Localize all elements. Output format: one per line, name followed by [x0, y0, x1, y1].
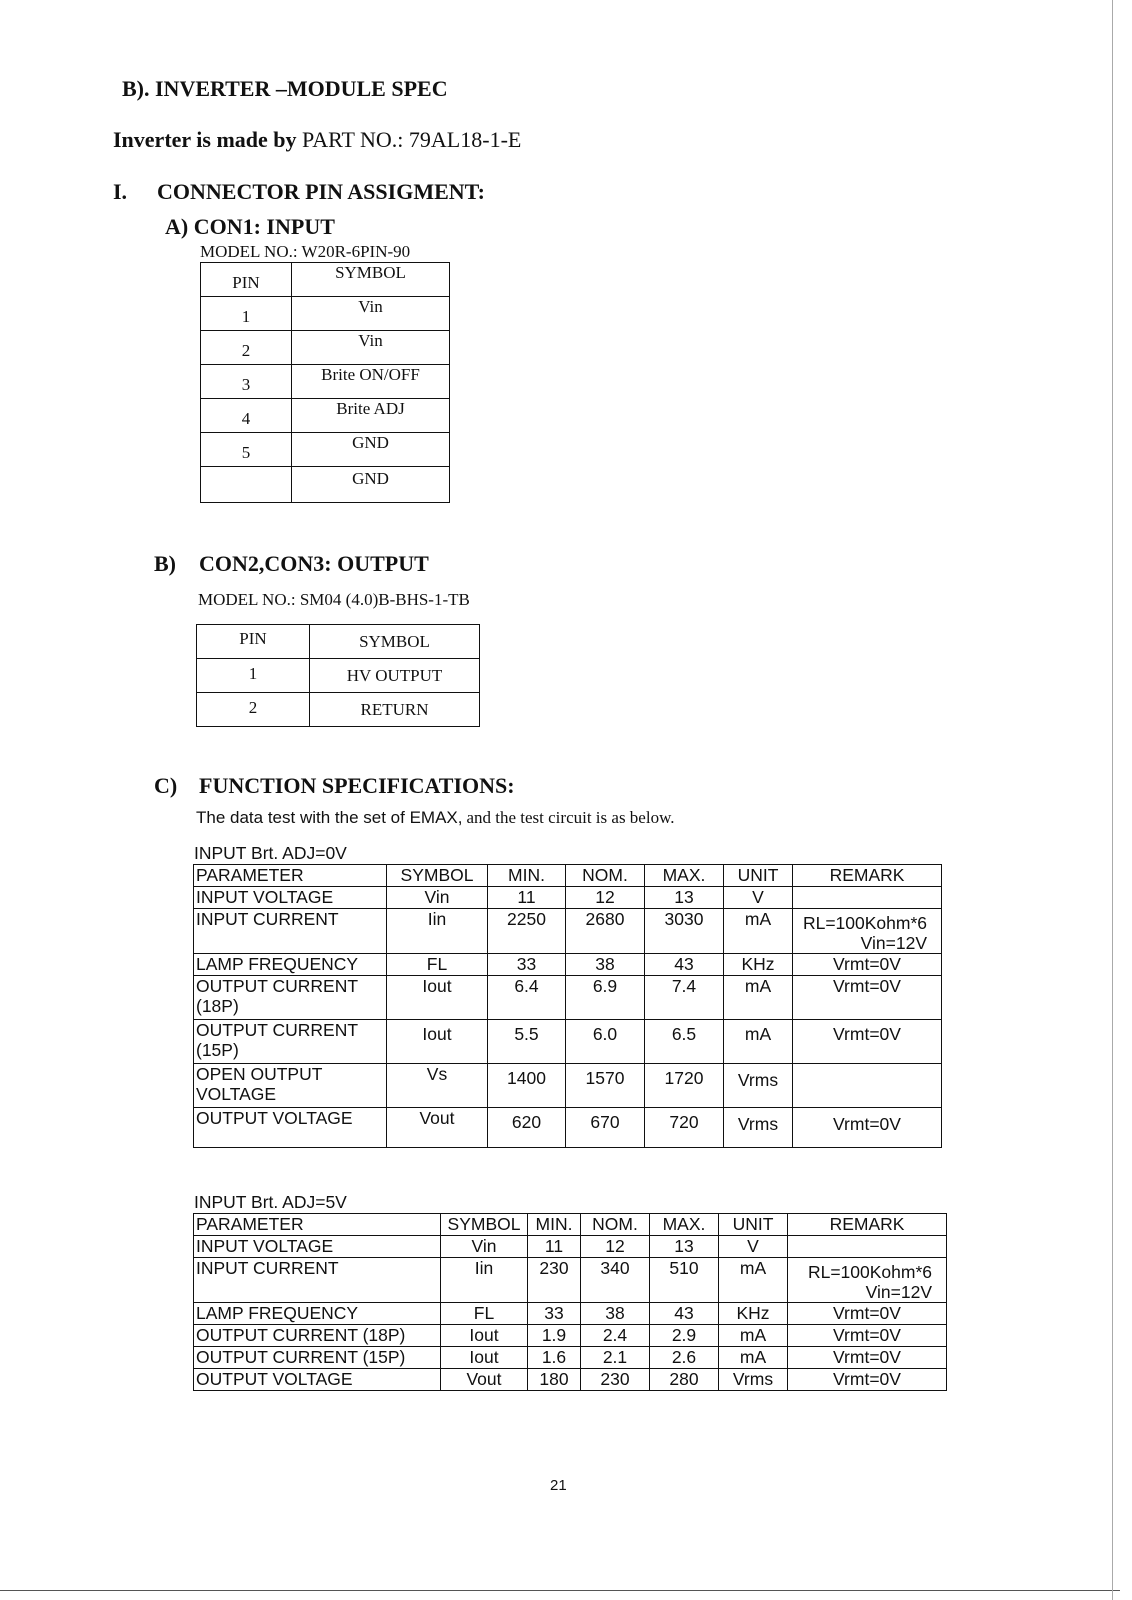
nom-cell: 12 [581, 1236, 650, 1258]
section-title: CONNECTOR PIN ASSIGMENT: [157, 179, 486, 204]
table-row [194, 909, 942, 954]
remark-cell: Vrmt=0V [788, 1369, 947, 1391]
pin-cell [201, 467, 292, 503]
symbol-cell: Brite ON/OFF [292, 365, 450, 399]
nom-cell: 2.1 [581, 1347, 650, 1369]
table-row [194, 1108, 942, 1148]
symbol-cell: Brite ADJ [292, 399, 450, 433]
parameter-cell: OUTPUT CURRENT (15P) [194, 1020, 387, 1064]
table-header-cell: PIN [201, 263, 292, 297]
table-row [194, 1303, 947, 1325]
pin-cell: 1 [201, 297, 292, 331]
remark-cell: Vrmt=0V [793, 1020, 942, 1064]
unit-cell: mA [719, 1347, 788, 1369]
symbol-cell: Iin [441, 1258, 528, 1303]
parameter-cell: OUTPUT CURRENT (18P) [194, 1325, 441, 1347]
remark-cell: Vrmt=0V [788, 1303, 947, 1325]
symbol-cell: Iout [441, 1325, 528, 1347]
parameter-cell: OUTPUT CURRENT (18P) [194, 976, 387, 1020]
table-header-cell: SYMBOL [292, 263, 450, 297]
max-cell: 13 [645, 887, 724, 909]
max-cell: 13 [650, 1236, 719, 1258]
remark-cell: RL=100Kohm*6 Vin=12V [793, 909, 942, 954]
max-cell: 2.6 [650, 1347, 719, 1369]
nom-cell: 340 [581, 1258, 650, 1303]
max-cell: 720 [645, 1108, 724, 1148]
pin-cell: 2 [201, 331, 292, 365]
page-number: 21 [550, 1477, 567, 1494]
max-cell: 6.5 [645, 1020, 724, 1064]
header-remark: REMARK [793, 865, 942, 887]
table-row [194, 976, 942, 1020]
pin-cell: 1 [197, 659, 310, 693]
pin-cell: 4 [201, 399, 292, 433]
table-row [201, 331, 450, 365]
remark-cell: Vrmt=0V [788, 1347, 947, 1369]
symbol-cell: RETURN [310, 693, 480, 727]
max-cell: 1720 [645, 1064, 724, 1108]
symbol-cell: Vin [387, 887, 488, 909]
nom-cell: 1570 [566, 1064, 645, 1108]
symbol-cell: Vout [441, 1369, 528, 1391]
header-min: MIN. [488, 865, 566, 887]
header-max: MAX. [645, 865, 724, 887]
header-unit: UNIT [724, 865, 793, 887]
symbol-cell: GND [292, 467, 450, 503]
unit-cell: KHz [724, 954, 793, 976]
symbol-cell: Vout [387, 1108, 488, 1148]
nom-cell: 6.9 [566, 976, 645, 1020]
func-title: FUNCTION SPECIFICATIONS: [199, 773, 515, 798]
header-unit: UNIT [719, 1214, 788, 1236]
table1-caption: INPUT Brt. ADJ=0V [194, 843, 347, 863]
manufacturer-line [113, 127, 521, 153]
unit-cell: Vrms [724, 1108, 793, 1148]
min-cell: 1.6 [528, 1347, 581, 1369]
header-symbol: SYMBOL [387, 865, 488, 887]
table-row [201, 399, 450, 433]
parameter-cell: OUTPUT CURRENT (15P) [194, 1347, 441, 1369]
parameter-cell: OUTPUT VOLTAGE [194, 1108, 387, 1148]
table-row [197, 693, 480, 727]
table-row [201, 467, 450, 503]
remark-cell: Vrmt=0V [793, 976, 942, 1020]
parameter-cell: INPUT CURRENT [194, 909, 387, 954]
con2-letter: B) [154, 551, 176, 576]
unit-cell: mA [724, 909, 793, 954]
min-cell: 1400 [488, 1064, 566, 1108]
table-header-row [197, 625, 480, 659]
header-nom: NOM. [566, 865, 645, 887]
min-cell: 180 [528, 1369, 581, 1391]
unit-cell: mA [724, 1020, 793, 1064]
page-edge-line [0, 1590, 1120, 1591]
header-symbol: SYMBOL [441, 1214, 528, 1236]
pin-cell: 5 [201, 433, 292, 467]
func-letter: C) [154, 773, 178, 798]
max-cell: 280 [650, 1369, 719, 1391]
parameter-cell: INPUT VOLTAGE [194, 887, 387, 909]
nom-cell: 2.4 [581, 1325, 650, 1347]
max-cell: 43 [645, 954, 724, 976]
min-cell: 230 [528, 1258, 581, 1303]
symbol-cell: Vs [387, 1064, 488, 1108]
unit-cell: mA [719, 1325, 788, 1347]
con1-model: MODEL NO.: W20R-6PIN-90 [200, 242, 411, 261]
table-row [201, 297, 450, 331]
spec-table-adj-0v [193, 864, 942, 1148]
symbol-cell: Iout [387, 1020, 488, 1064]
unit-cell: mA [724, 976, 793, 1020]
header-parameter: PARAMETER [194, 1214, 441, 1236]
unit-cell: mA [719, 1258, 788, 1303]
table2-caption: INPUT Brt. ADJ=5V [194, 1192, 347, 1212]
min-cell: 11 [488, 887, 566, 909]
parameter-cell: LAMP FREQUENCY [194, 1303, 441, 1325]
min-cell: 33 [528, 1303, 581, 1325]
symbol-cell: GND [292, 433, 450, 467]
con1-table [200, 262, 450, 503]
min-cell: 11 [528, 1236, 581, 1258]
header-min: MIN. [528, 1214, 581, 1236]
remark-cell: Vrmt=0V [793, 954, 942, 976]
max-cell: 43 [650, 1303, 719, 1325]
unit-cell: KHz [719, 1303, 788, 1325]
header-remark: REMARK [788, 1214, 947, 1236]
nom-cell: 2680 [566, 909, 645, 954]
nom-cell: 38 [581, 1303, 650, 1325]
parameter-cell: OUTPUT VOLTAGE [194, 1369, 441, 1391]
nom-cell: 38 [566, 954, 645, 976]
pin-cell: 3 [201, 365, 292, 399]
table-row [201, 365, 450, 399]
parameter-cell: INPUT VOLTAGE [194, 1236, 441, 1258]
table-row [201, 433, 450, 467]
table-row [194, 1020, 942, 1064]
con2-model: MODEL NO.: SM04 (4.0)B-BHS-1-TB [198, 590, 470, 609]
pin-cell: 2 [197, 693, 310, 727]
symbol-cell: Vin [441, 1236, 528, 1258]
nom-cell: 230 [581, 1369, 650, 1391]
remark-cell [793, 1064, 942, 1108]
remark-cell: Vrmt=0V [788, 1325, 947, 1347]
section-number: I. [113, 179, 128, 204]
table-row [194, 1064, 942, 1108]
table-header-row [194, 1214, 947, 1236]
min-cell: 1.9 [528, 1325, 581, 1347]
table-row [194, 1236, 947, 1258]
con2-title: CON2,CON3: OUTPUT [199, 551, 429, 576]
symbol-cell: FL [441, 1303, 528, 1325]
symbol-cell: Iin [387, 909, 488, 954]
spec-table-adj-5v [193, 1213, 947, 1391]
unit-cell: V [724, 887, 793, 909]
remark-cell: RL=100Kohm*6 Vin=12V [788, 1258, 947, 1303]
table-row [194, 1347, 947, 1369]
remark-cell: Vrmt=0V [793, 1108, 942, 1148]
nom-cell: 6.0 [566, 1020, 645, 1064]
max-cell: 7.4 [645, 976, 724, 1020]
symbol-cell: Iout [387, 976, 488, 1020]
table-row [197, 659, 480, 693]
made-by-label: Inverter is made by [113, 127, 297, 152]
page-edge-line [1112, 0, 1113, 1600]
symbol-cell: HV OUTPUT [310, 659, 480, 693]
page-heading: B). INVERTER –MODULE SPEC [122, 76, 448, 101]
remark-cell [793, 887, 942, 909]
max-cell: 2.9 [650, 1325, 719, 1347]
min-cell: 2250 [488, 909, 566, 954]
unit-cell: V [719, 1236, 788, 1258]
table-header-row [201, 263, 450, 297]
parameter-cell: INPUT CURRENT [194, 1258, 441, 1303]
symbol-cell: Vin [292, 331, 450, 365]
con1-title: A) CON1: INPUT [165, 214, 335, 239]
min-cell: 6.4 [488, 976, 566, 1020]
unit-cell: Vrms [724, 1064, 793, 1108]
min-cell: 5.5 [488, 1020, 566, 1064]
parameter-cell: LAMP FREQUENCY [194, 954, 387, 976]
func-desc-part-a: The data test with the set of EMAX, [196, 808, 463, 827]
part-number: PART NO.: 79AL18-1-E [302, 127, 522, 152]
nom-cell: 670 [566, 1108, 645, 1148]
table-header-cell: PIN [197, 625, 310, 659]
func-desc-part-b: and the test circuit is as below. [466, 808, 675, 827]
parameter-cell: OPEN OUTPUT VOLTAGE [194, 1064, 387, 1108]
unit-cell: Vrms [719, 1369, 788, 1391]
con2-table [196, 624, 480, 727]
header-parameter: PARAMETER [194, 865, 387, 887]
table-header-cell: SYMBOL [310, 625, 480, 659]
table-header-row [194, 865, 942, 887]
table-row [194, 887, 942, 909]
table-row [194, 1325, 947, 1347]
header-max: MAX. [650, 1214, 719, 1236]
max-cell: 510 [650, 1258, 719, 1303]
max-cell: 3030 [645, 909, 724, 954]
func-description [196, 808, 675, 828]
nom-cell: 12 [566, 887, 645, 909]
symbol-cell: FL [387, 954, 488, 976]
min-cell: 33 [488, 954, 566, 976]
table-row [194, 1258, 947, 1303]
symbol-cell: Vin [292, 297, 450, 331]
remark-cell [788, 1236, 947, 1258]
symbol-cell: Iout [441, 1347, 528, 1369]
min-cell: 620 [488, 1108, 566, 1148]
header-nom: NOM. [581, 1214, 650, 1236]
table-row [194, 1369, 947, 1391]
table-row [194, 954, 942, 976]
